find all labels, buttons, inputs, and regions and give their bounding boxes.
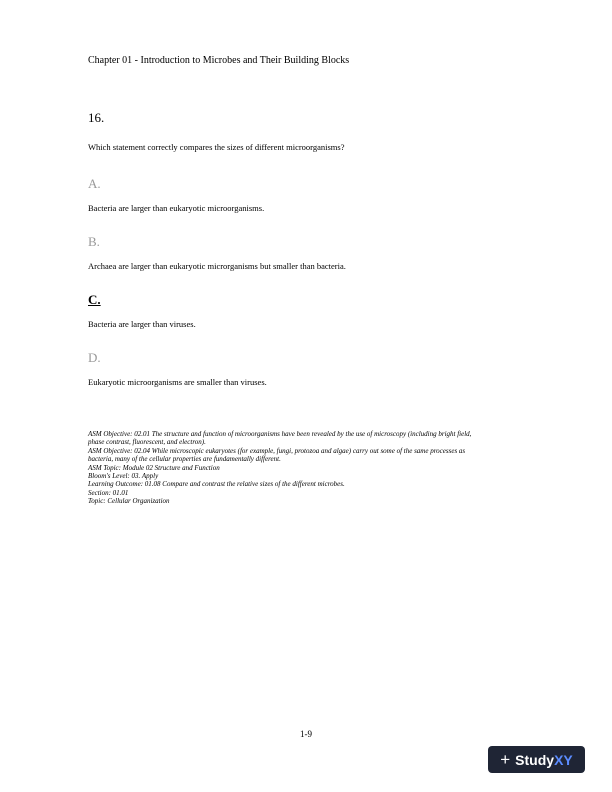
option-d-letter: D. <box>88 350 101 365</box>
metadata-line: ASM Topic: Module 02 Structure and Function <box>88 463 220 472</box>
metadata-line: bacteria, many of the cellular properties are fundamentally different. <box>88 455 281 464</box>
studyxy-badge[interactable] <box>488 746 585 773</box>
option-a-text: Bacteria are larger than eukaryotic microorganisms. <box>88 203 265 213</box>
metadata-line: Section: 01.01 <box>88 488 129 497</box>
metadata-line: Topic: Cellular Organization <box>88 497 170 506</box>
option-c-letter-correct: C. <box>88 292 101 307</box>
page-number: 1-9 <box>300 729 312 739</box>
option-a-letter: A. <box>88 176 101 191</box>
question-text: Which statement correctly compares the sizes of different microorganisms? <box>88 142 345 152</box>
option-b-text: Archaea are larger than eukaryotic microrganisms but smaller than bacteria. <box>88 261 346 271</box>
option-d-text: Eukaryotic microorganisms are smaller than viruses. <box>88 377 267 387</box>
metadata-line: ASM Objective: 02.01 The structure and function of microorganisms have been revealed by the use of microscopy (including bright field, <box>88 430 472 438</box>
question-number: 16. <box>88 110 105 125</box>
chapter-title: Chapter 01 - Introduction to Microbes and Their Building Blocks <box>88 55 350 66</box>
question-metadata <box>88 430 538 506</box>
option-b-letter: B. <box>88 234 100 249</box>
metadata-line: Bloom's Level: 03. Apply <box>88 472 159 481</box>
metadata-line: Learning Outcome: 01.08 Compare and contrast the relative sizes of the different microbes. <box>88 480 345 489</box>
metadata-line: ASM Objective: 02.04 While microscopic eukaryotes (for example, fungi, protozoa and algae) carry out some of the same processes as <box>88 446 466 455</box>
brand-text: Study <box>515 751 555 768</box>
option-c-text: Bacteria are larger than viruses. <box>88 319 196 329</box>
brand-accent-text: XY <box>554 751 573 768</box>
plus-icon: + <box>500 750 511 769</box>
metadata-line: phase contrast, fluorescent, and electron). <box>88 438 206 447</box>
